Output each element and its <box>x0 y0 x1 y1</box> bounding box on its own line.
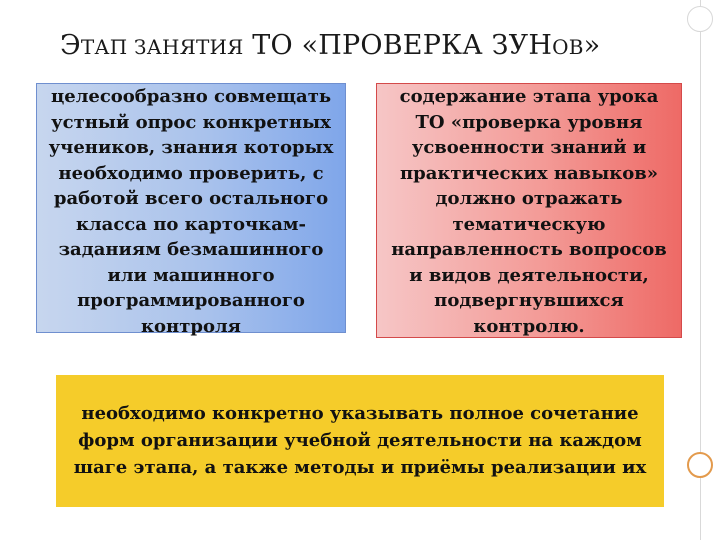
left-line: необходимо проверить, с <box>58 162 324 184</box>
left-line: целесообразно совмещать <box>50 86 332 107</box>
left-line: заданиям безмашинного <box>58 239 324 260</box>
right-line: и видов деятельности, <box>409 264 649 286</box>
left-line: работой всего остального <box>53 188 329 209</box>
title-part4: » <box>583 30 601 61</box>
title-part2: ТО «ПРОВЕРКА ЗУН <box>243 30 553 61</box>
title-part3: ОВ <box>552 35 584 59</box>
right-line: практических навыков» <box>399 162 658 184</box>
left-line: класса по карточкам- <box>75 213 306 235</box>
left-line: устный опрос конкретных <box>51 111 331 133</box>
right-line: подвергнувшихся <box>434 290 624 311</box>
right-line: тематическую <box>452 213 606 235</box>
left-line: контроля <box>141 315 241 337</box>
left-line: или машинного <box>107 264 275 286</box>
left-text-box <box>36 83 346 337</box>
slide-title <box>60 30 680 61</box>
left-line: программированного <box>77 290 305 311</box>
bottom-text-box <box>56 375 664 507</box>
right-line: усвоенности знаний и <box>411 137 647 158</box>
right-line: направленность вопросов <box>391 239 667 260</box>
right-line: контролю. <box>473 315 585 337</box>
right-line: ТО «проверка уровня <box>415 111 643 133</box>
right-line: содержание этапа урока <box>399 86 659 107</box>
right-text-box <box>376 83 682 338</box>
decorative-circle-top <box>687 6 713 32</box>
title-part1-cap: Э <box>60 30 81 61</box>
bottom-line: шаге этапа, а также методы и приёмы реализации их <box>73 457 647 478</box>
bottom-line: форм организации учебной деятельности на каждом <box>78 430 642 451</box>
decorative-circle-bottom <box>687 452 713 478</box>
right-line: должно отражать <box>435 188 623 209</box>
bottom-line: необходимо конкретно указывать полное сочетание <box>81 403 639 424</box>
left-line: учеников, знания которых <box>48 137 334 158</box>
title-part1-rest: ТАП ЗАНЯТИЯ <box>80 35 244 59</box>
